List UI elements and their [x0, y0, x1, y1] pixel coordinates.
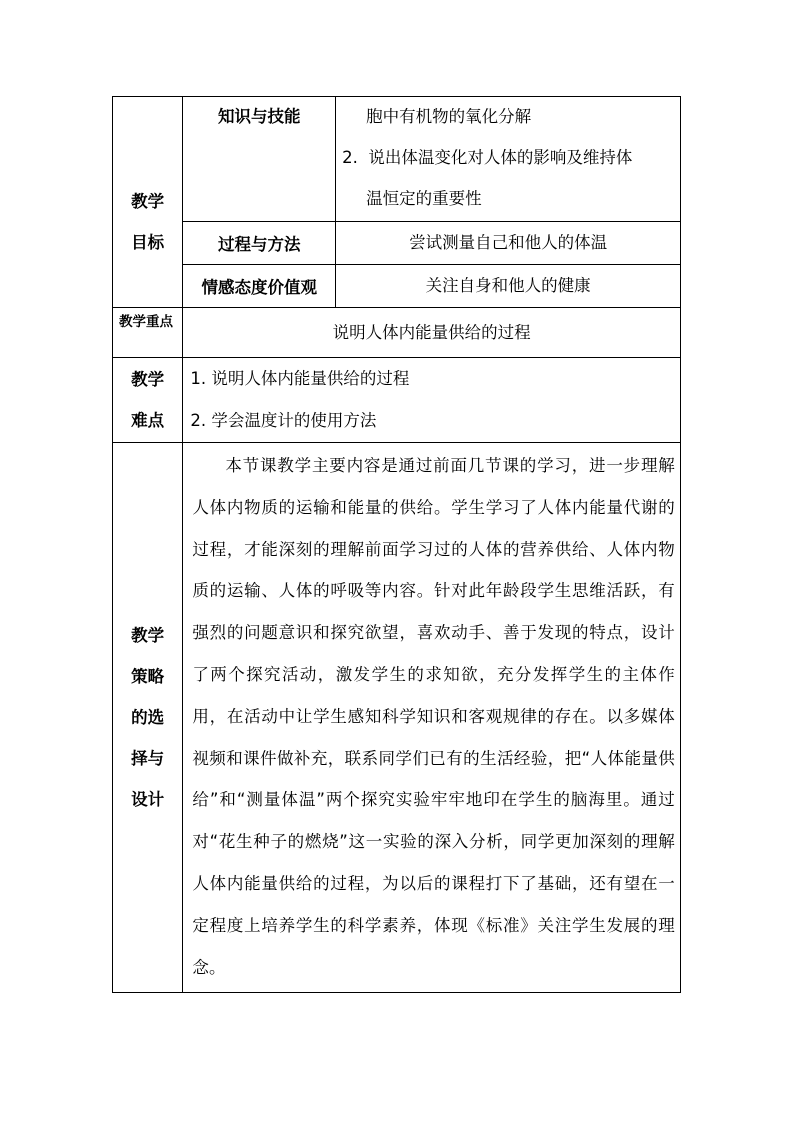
knowledge-line2 — [336, 137, 680, 179]
strategy-label — [113, 443, 183, 993]
objectives-emotion-row — [113, 265, 681, 308]
objectives-process-row — [113, 222, 681, 265]
difficulty-row — [113, 358, 681, 443]
strategy-paragraph: 本节课教学主要内容是通过前面几节课的学习，进一步理解人体内物质的运输和能量的供给。学生学习了人体内能量代谢的过程，才能深刻的理解前面学习过的人体的营养供给、人体内物质的运输、人体的呼吸等内容。针对此年龄段学生思维活跃，有强烈的问题意识和探究欲望，喜欢动手、善于发现的特点，设计了两个探究活动，激发学生的求知欲，充分发挥学生的主体作用，在活动中让学生感知科学知识和客观规律的存在。以多媒体视频和课件做补充，联系同学们已有的生活经验，把“人体能量供给”和“测量体温”两个探究实验牢牢地印在学生的脑海里。通过对“花生种子的燃烧”这一实验的深入分析，同学更加深刻的理解人体内能量供给的过程，为以后的课程打下了基础，还有望在一定程度上培养学生的科学素养，体现《标准》关注学生发展的理念。 — [192, 456, 675, 977]
strategy-label-line2: 策略 — [131, 667, 165, 687]
key-point-text: 说明人体内能量供给的过程 — [183, 308, 681, 358]
process-label: 过程与方法 — [183, 222, 336, 265]
knowledge-line3: 温恒定的重要性 — [366, 189, 482, 208]
emotion-label: 情感态度价值观 — [183, 265, 336, 308]
strategy-content — [183, 443, 681, 993]
objectives-label-line2: 目标 — [131, 233, 165, 252]
strategy-label-line1: 教学 — [131, 626, 165, 646]
strategy-row — [113, 443, 681, 993]
strategy-label-line3: 的选 — [131, 708, 165, 728]
key-point-row — [113, 308, 681, 358]
process-text: 尝试测量自己和他人的体温 — [336, 222, 681, 265]
key-point-label: 教学重点 — [113, 308, 183, 358]
knowledge-line2-number: 2. — [342, 148, 358, 167]
objectives-knowledge-row — [113, 97, 681, 222]
objectives-label — [113, 97, 183, 308]
difficulty-label-line2: 难点 — [131, 411, 165, 430]
difficulty-item-1: 1. 说明人体内能量供给的过程 — [190, 369, 410, 388]
knowledge-line2-text: 说出体温变化对人体的影响及维持体 — [368, 148, 633, 167]
strategy-label-line4: 择与 — [131, 749, 165, 769]
knowledge-line1: 胞中有机物的氧化分解 — [366, 107, 532, 126]
difficulty-item-2: 2. 学会温度计的使用方法 — [190, 411, 377, 430]
emotion-text: 关注自身和他人的健康 — [336, 265, 681, 308]
knowledge-content — [336, 97, 681, 222]
lesson-plan-table — [112, 96, 681, 993]
difficulty-label — [113, 358, 183, 443]
strategy-label-line5: 设计 — [131, 790, 165, 810]
difficulty-label-line1: 教学 — [131, 370, 165, 389]
knowledge-label: 知识与技能 — [183, 97, 336, 222]
objectives-label-line1: 教学 — [131, 192, 165, 211]
difficulty-content — [183, 358, 681, 443]
